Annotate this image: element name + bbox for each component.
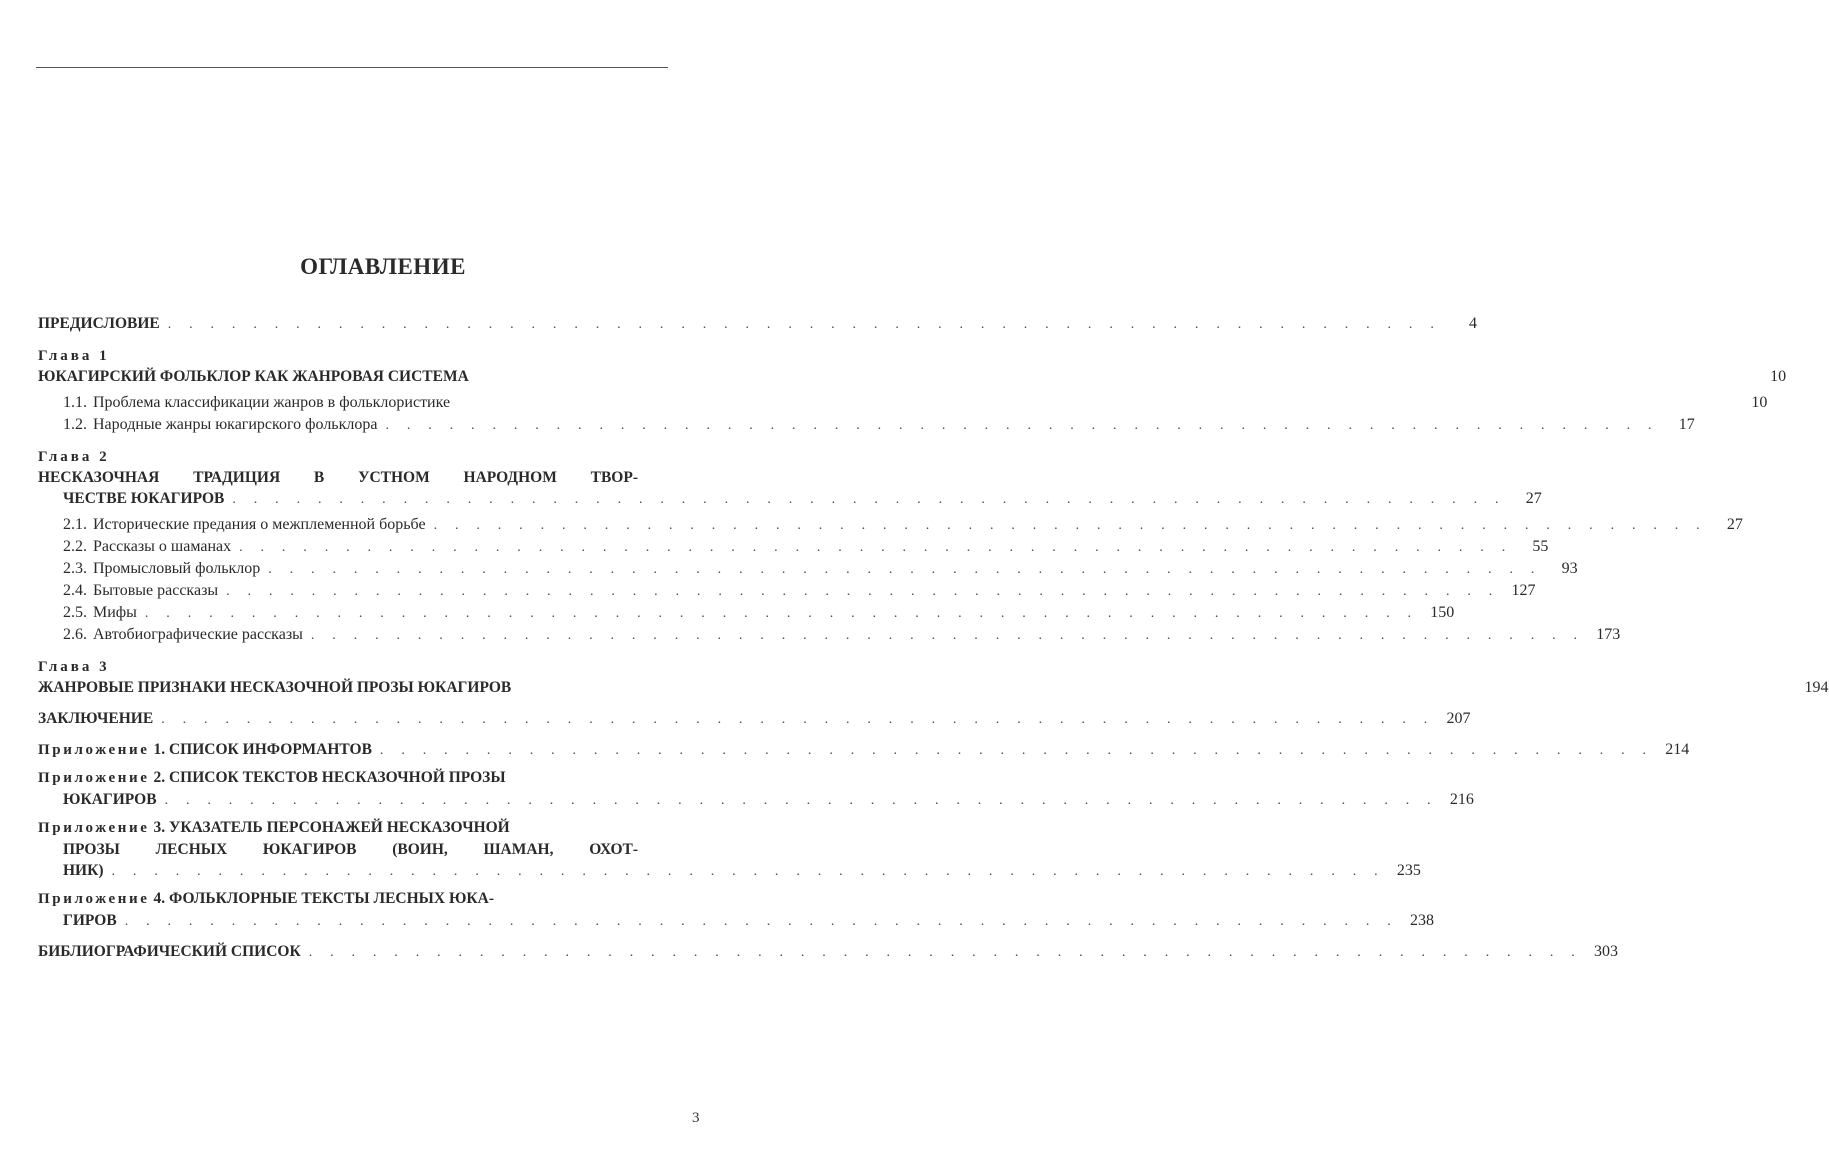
section-title: Бытовые рассказы (93, 582, 219, 599)
toc-entry-appendix-4[interactable] (38, 888, 1435, 932)
toc-entry-section-2-1[interactable] (38, 514, 1743, 536)
entry-title: ЮКАГИРСКИЙ ФОЛЬКЛОР КАК ЖАНРОВАЯ СИСТЕМА (38, 368, 469, 385)
appendix-label: Приложение (38, 742, 150, 758)
entry-page: 10 (1751, 394, 1768, 411)
entry-page: 214 (1665, 741, 1690, 758)
section-number: 2.1. (63, 516, 87, 533)
page-number: 3 (692, 1110, 700, 1126)
entry-title-line-2: ЮКАГИРОВ (63, 791, 157, 808)
chapter-label (38, 346, 698, 366)
toc-entry-bibliography[interactable] (38, 941, 1619, 963)
chapter-label (38, 657, 698, 677)
entry-page: 27 (1525, 490, 1542, 507)
toc-entry-appendix-1[interactable] (38, 739, 1690, 761)
entry-title-line-1: 4. ФОЛЬКЛОРНЫЕ ТЕКСТЫ ЛЕСНЫХ ЮКА- (153, 890, 494, 907)
dot-leader: . . . . . . . . . . . . . . . . . . . . . . . . . . . . . . . . . . . . . . . . . . . . . . . . . . . . . . . . . . . . (433, 518, 1707, 533)
entry-page: 238 (1410, 912, 1435, 929)
toc-entry-section-1-2[interactable] (38, 414, 1695, 436)
dot-leader: . . . . . . . . . . . . . . . . . . . . . . . . . . . . . . . . . . . . . . . . . . . . . . . . . . . . . . . . . . . . (161, 712, 1435, 727)
toc-entry-conclusion[interactable] (38, 708, 1471, 730)
entry-page: 303 (1594, 943, 1619, 960)
section-number: 2.6. (63, 626, 87, 643)
section-title: Исторические предания о межплеменной борьбе (93, 516, 426, 533)
toc-entry-appendix-3[interactable] (38, 817, 1421, 882)
toc-entry-section-2-3[interactable] (38, 558, 1578, 580)
entry-title-line-1: НЕСКАЗОЧНАЯ ТРАДИЦИЯ В УСТНОМ НАРОДНОМ ТВОР- (38, 469, 638, 486)
entry-page: 173 (1596, 626, 1621, 643)
section-title: Мифы (93, 604, 137, 621)
dot-leader: . . . . . . . . . . . . . . . . . . . . . . . . . . . . . . . . . . . . . . . . . . . . . . . . . . . . . . . . . . . . (226, 584, 1500, 599)
entry-title-line-2: ПРОЗЫ ЛЕСНЫХ ЮКАГИРОВ (ВОИН, ШАМАН, ОХОТ- (63, 841, 638, 858)
entry-page: 55 (1532, 538, 1549, 555)
entry-title-line-1: 2. СПИСОК ТЕКСТОВ НЕСКАЗОЧНОЙ ПРОЗЫ (153, 769, 506, 786)
toc-entry-preface[interactable] (38, 313, 1478, 335)
entry-title: БИБЛИОГРАФИЧЕСКИЙ СПИСОК (38, 943, 301, 960)
dot-leader: . . . . . . . . . . . . . . . . . . . . . . . . . . . . . . . . . . . . . . . . . . . . . . . . . . . . . . . . . . . . (379, 743, 1654, 758)
entry-page: 10 (1770, 368, 1787, 385)
appendix-label: Приложение (38, 820, 150, 836)
toc-entry-section-1-1[interactable] (38, 392, 1768, 414)
dot-leader: . . . . . . . . . . . . . . . . . . . . . . . . . . . . . . . . . . . . . . . . . . . . . . . . . . . . . . . . . . . . (239, 540, 1513, 555)
chapter-2-label: Глава 2 (38, 449, 110, 465)
section-number: 2.3. (63, 560, 87, 577)
section-title: Проблема классификации жанров в фольклористике (93, 394, 451, 411)
toc-entry-appendix-2[interactable] (38, 767, 1474, 811)
dot-leader: . . . . . . . . . . . . . . . . . . . . . . . . . . . . . . . . . . . . . . . . . . . . . . . . . . . . . . . . . . . . (268, 562, 1542, 577)
entry-title-line-1: 3. УКАЗАТЕЛЬ ПЕРСОНАЖЕЙ НЕСКАЗОЧНОЙ (153, 819, 510, 836)
dot-leader: . . . . . . . . . . . . . . . . . . . . . . . . . . . . . . . . . . . . . . . . . . . . . . . . . . . . . . . . . . . . (385, 418, 1659, 433)
entry-title: 1. СПИСОК ИНФОРМАНТОВ (153, 741, 372, 758)
section-number: 2.2. (63, 538, 87, 555)
section-number: 2.5. (63, 604, 87, 621)
dot-leader: . . . . . . . . . . . . . . . . . . . . . . . . . . . . . . . . . . . . . . . . . . . . . . . . . . . . . . . . . . . . (167, 317, 1442, 332)
chapter-1-label: Глава 1 (38, 348, 110, 364)
dot-leader: . . . . . . . . . . . . . . . . . . . . . . . . . . . . . . . . . . . . . . . . . . . . . . . . . . . . . . . . . . . . (164, 793, 1438, 808)
entry-page: 235 (1396, 862, 1421, 879)
entry-page: 4 (1469, 315, 1478, 332)
dot-leader: . . . . . . . . . . . . . . . . . . . . . . . . . . . . . . . . . . . . . . . . . . . . . . . . . . . . . . . . . . . . (111, 864, 1385, 879)
toc-entry-section-2-6[interactable] (38, 624, 1621, 646)
entry-title-line-3: НИК) (63, 862, 104, 879)
entry-page: 27 (1726, 516, 1743, 533)
entry-page: 150 (1430, 604, 1455, 621)
entry-title: ЗАКЛЮЧЕНИЕ (38, 710, 154, 727)
toc-entry-chapter-2[interactable] (38, 467, 1542, 510)
chapter-label (38, 447, 698, 467)
entry-page: 207 (1446, 710, 1471, 727)
section-number: 1.1. (63, 394, 87, 411)
section-title: Автобиографические рассказы (93, 626, 303, 643)
top-rule (36, 67, 668, 68)
entry-title-line-2: ГИРОВ (63, 912, 117, 929)
entry-title: ПРЕДИСЛОВИЕ (38, 315, 160, 332)
entry-page: 194 (1804, 679, 1829, 696)
section-title: Рассказы о шаманах (93, 538, 232, 555)
toc-entry-chapter-3[interactable] (38, 677, 1829, 699)
dot-leader: . . . . . . . . . . . . . . . . . . . . . . . . . . . . . . . . . . . . . . . . . . . . . . . . . . . . . . . . . . . . (232, 492, 1506, 507)
table-of-contents (38, 313, 1829, 963)
entry-page: 127 (1511, 582, 1536, 599)
entry-page: 17 (1678, 416, 1695, 433)
page-title: ОГЛАВЛЕНИЕ (300, 254, 466, 279)
dot-leader: . . . . . . . . . . . . . . . . . . . . . . . . . . . . . . . . . . . . . . . . . . . . . . . . . . . . . . . . . . . . (124, 914, 1399, 929)
dot-leader: . . . . . . . . . . . . . . . . . . . . . . . . . . . . . . . . . . . . . . . . . . . . . . . . . . . . . . . . . . . . (144, 606, 1419, 621)
toc-entry-section-2-4[interactable] (38, 580, 1536, 602)
toc-entry-section-2-2[interactable] (38, 536, 1549, 558)
entry-title: ЖАНРОВЫЕ ПРИЗНАКИ НЕСКАЗОЧНОЙ ПРОЗЫ ЮКАГИРОВ (38, 679, 512, 696)
section-title: Народные жанры юкагирского фольклора (93, 416, 378, 433)
section-number: 1.2. (63, 416, 87, 433)
appendix-label: Приложение (38, 770, 150, 786)
toc-entry-chapter-1[interactable] (38, 366, 1787, 388)
entry-title-line-2: ЧЕСТВЕ ЮКАГИРОВ (63, 490, 225, 507)
entry-page: 93 (1561, 560, 1578, 577)
section-title: Промысловый фольклор (93, 560, 261, 577)
dot-leader: . . . . . . . . . . . . . . . . . . . . . . . . . . . . . . . . . . . . . . . . . . . . . . . . . . . . . . . . . . . . (310, 628, 1585, 643)
section-number: 2.4. (63, 582, 87, 599)
dot-leader: . . . . . . . . . . . . . . . . . . . . . . . . . . . . . . . . . . . . . . . . . . . . . . . . . . . . . . . . . . . . (308, 945, 1583, 960)
entry-page: 216 (1449, 791, 1474, 808)
toc-entry-section-2-5[interactable] (38, 602, 1455, 624)
chapter-3-label: Глава 3 (38, 659, 110, 675)
appendix-label: Приложение (38, 891, 150, 907)
